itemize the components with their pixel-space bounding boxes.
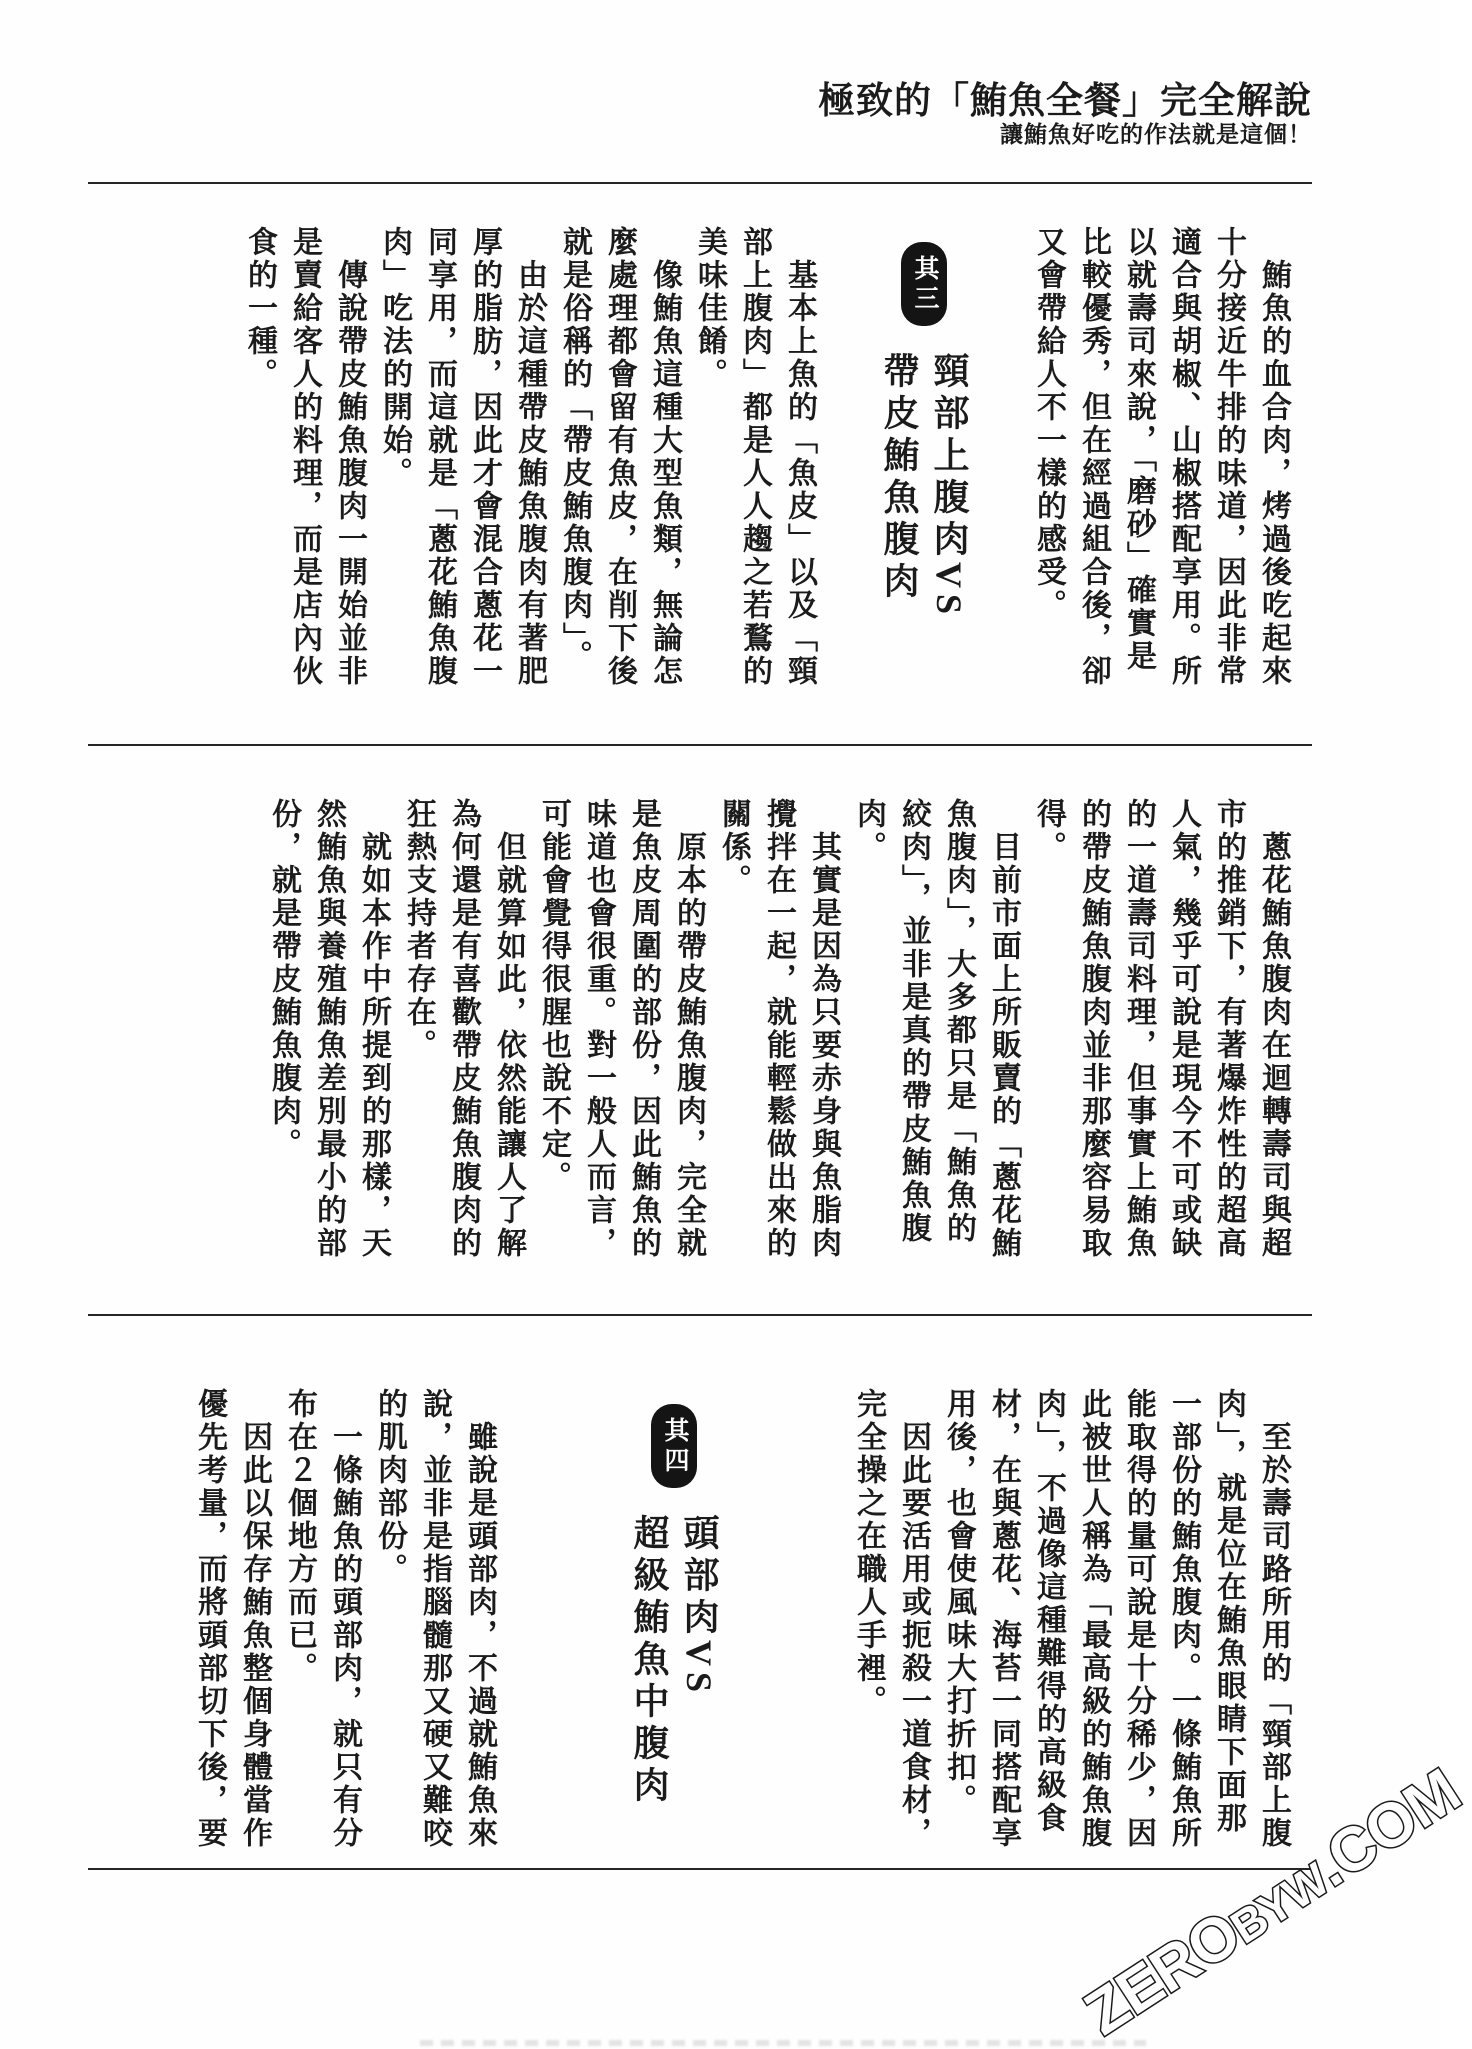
page-footer-faint-text — [420, 2040, 1146, 2046]
text-section-middle — [88, 798, 1312, 1264]
paragraph: 但就算如此，依然能讓人了解為何還是有喜歡帶皮鮪魚腹肉的狂熱支持者存在。 — [402, 798, 525, 1260]
watermark-part-com: .COM — [1301, 1756, 1472, 1900]
paragraph: 原本的帶皮鮪魚腹肉，完全就是魚皮周圍的部份，因此鮪魚的味道也會很重。對一般人而言，可能會覺得很腥也說不定。 — [537, 798, 705, 1260]
page-title: 極致的「鮪魚全餐」完全解說 — [818, 81, 1312, 122]
page-subtitle: 讓鮪魚好吃的作法就是這個！ — [1000, 122, 1312, 147]
paragraph: 傳說帶皮鮪魚腹肉一開始並非是賣給客人的料理，而是店內伙食的一種。 — [243, 226, 366, 688]
section-number-badge: 其三 — [901, 242, 947, 326]
paragraph: 一條鮪魚的頭部肉，就只有分布在２個地方而已。 — [283, 1388, 361, 1850]
paragraph: 蔥花鮪魚腹肉在迴轉壽司與超市的推銷下，有著爆炸性的超高人氣，幾乎可說是現今不可或缺的一道壽司料理，但事實上鮪魚的帶皮鮪魚腹肉並非那麼容易取得。 — [1032, 798, 1290, 1260]
divider-top — [88, 182, 1312, 184]
section-number-badge: 其四 — [651, 1404, 697, 1488]
divider-lower-middle — [88, 1314, 1312, 1316]
divider-bottom — [88, 1868, 1312, 1870]
paragraph: 因此要活用或扼殺一道食材，完全操之在職人手裡。 — [852, 1388, 930, 1850]
text-section-bottom — [88, 1388, 1312, 1854]
watermark-part-byw: BYW — [1221, 1853, 1338, 1954]
paragraph: 至於壽司路所用的「頸部上腹肉」，就是位在鮪魚眼睛下面那一部份的鮪魚腹肉。一條鮪魚所能取得的量可說是十分稀少，因此被世人稱為「最高級的鮪魚腹肉」，不過像這種難得的高級食材，在與蔥花、海苔一同搭配享用後，也會使風味大打折扣。 — [942, 1388, 1290, 1850]
section-heading-block — [874, 226, 974, 692]
paragraph: 由於這種帶皮鮪魚腹肉有著肥厚的脂肪，因此才會混合蔥花一同享用，而這就是「蔥花鮪魚腹肉」吃法的開始。 — [378, 226, 546, 688]
paragraph: 其實是因為只要赤身與魚脂肉攪拌在一起，就能輕鬆做出來的關係。 — [717, 798, 840, 1260]
paragraph: 鮪魚的血合肉，烤過後吃起來十分接近牛排的味道，因此非常適合與胡椒、山椒搭配享用。所以就壽司來說，「磨砂」確實是比較優秀，但在經過組合後，卻又會帶給人不一樣的感受。 — [1032, 226, 1290, 688]
paragraph: 因此以保存鮪魚整個身體當作優先考量，而將頭部切下後，要 — [193, 1388, 271, 1850]
divider-upper-middle — [88, 744, 1312, 746]
text-section-top — [88, 226, 1312, 692]
watermark-part-zero: ZERO — [1073, 1898, 1252, 2049]
section-heading-block — [624, 1388, 724, 1854]
paragraph: 目前市面上所販賣的「蔥花鮪魚腹肉」，大多都只是「鮪魚的絞肉」，並非是真的帶皮鮪魚腹肉。 — [852, 798, 1020, 1260]
paragraph: 雖說是頭部肉，不過就鮪魚來說，並非是指腦髓那又硬又難咬的肌肉部份。 — [373, 1388, 496, 1850]
paragraph: 像鮪魚這種大型魚類，無論怎麼處理都會留有魚皮，在削下後就是俗稱的「帶皮鮪魚腹肉」。 — [558, 226, 681, 688]
paragraph: 就如本作中所提到的那樣，天然鮪魚與養殖鮪魚差別最小的部份，就是帶皮鮪魚腹肉。 — [267, 798, 390, 1260]
section-heading: 頭部肉VS 超級鮪魚中腹肉 — [629, 1514, 719, 1808]
paragraph: 基本上魚的「魚皮」以及「頸部上腹肉」都是人人趨之若鶩的美味佳餚。 — [693, 226, 816, 688]
section-heading: 頸部上腹肉VS 帶皮鮪魚腹肉 — [879, 352, 969, 621]
